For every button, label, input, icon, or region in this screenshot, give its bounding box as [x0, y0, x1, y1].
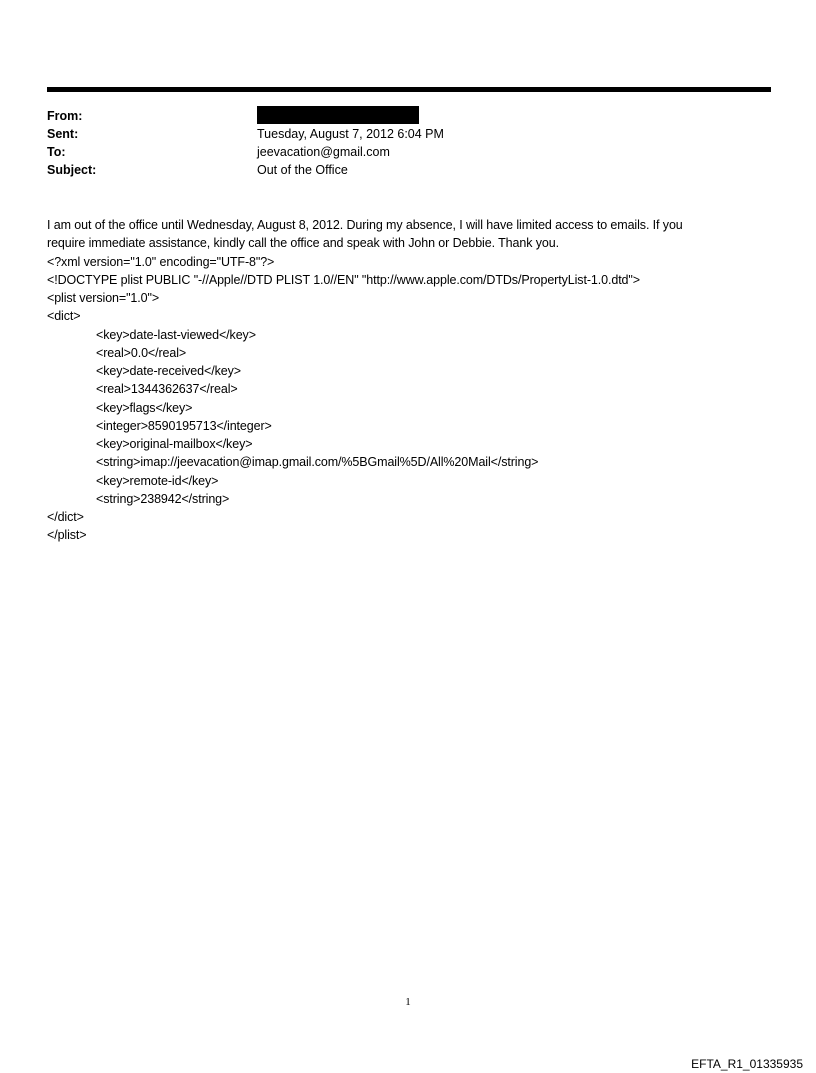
to-value: jeevacation@gmail.com [257, 145, 390, 159]
body-line: <real>1344362637</real> [96, 382, 238, 397]
to-label: To: [47, 145, 66, 159]
body-line: require immediate assistance, kindly call the office and speak with John or Debbie. Thank you. [47, 236, 559, 251]
body-line: <string>imap://jeevacation@imap.gmail.com/%5BGmail%5D/All%20Mail</string> [96, 455, 539, 470]
body-line: </plist> [47, 528, 87, 543]
page-number: 1 [405, 996, 411, 1008]
body-line: <!DOCTYPE plist PUBLIC "-//Apple//DTD PLIST 1.0//EN" "http://www.apple.com/DTDs/PropertyList-1.0.dtd"> [47, 272, 640, 287]
sent-value: Tuesday, August 7, 2012 6:04 PM [257, 127, 444, 141]
body-line: <key>flags</key> [96, 400, 193, 415]
sent-label: Sent: [47, 127, 79, 141]
subject-label: Subject: [47, 163, 97, 177]
body-line: I am out of the office until Wednesday, August 8, 2012. During my absence, I will have limited access to emails. If you [47, 218, 683, 232]
from-label: From: [47, 109, 83, 123]
subject-value: Out of the Office [257, 163, 348, 177]
body-line: </dict> [47, 510, 84, 524]
body-line: <key>remote-id</key> [96, 473, 219, 488]
body-line: <key>original-mailbox</key> [96, 437, 253, 451]
body-line: <key>date-received</key> [96, 364, 241, 378]
body-line: <integer>8590195713</integer> [96, 418, 272, 433]
body-line: <plist version="1.0"> [47, 291, 160, 305]
body-line: <dict> [47, 309, 81, 324]
body-line: <real>0.0</real> [96, 345, 187, 360]
body-line: <?xml version="1.0" encoding="UTF-8"?> [47, 254, 275, 269]
redacted-sender [257, 106, 419, 124]
body-line: <string>238942</string> [96, 491, 230, 506]
body-line: <key>date-last-viewed</key> [96, 327, 256, 342]
document-id: EFTA_R1_01335935 [691, 1057, 803, 1071]
header-rule [47, 87, 771, 92]
email-body [47, 216, 683, 545]
